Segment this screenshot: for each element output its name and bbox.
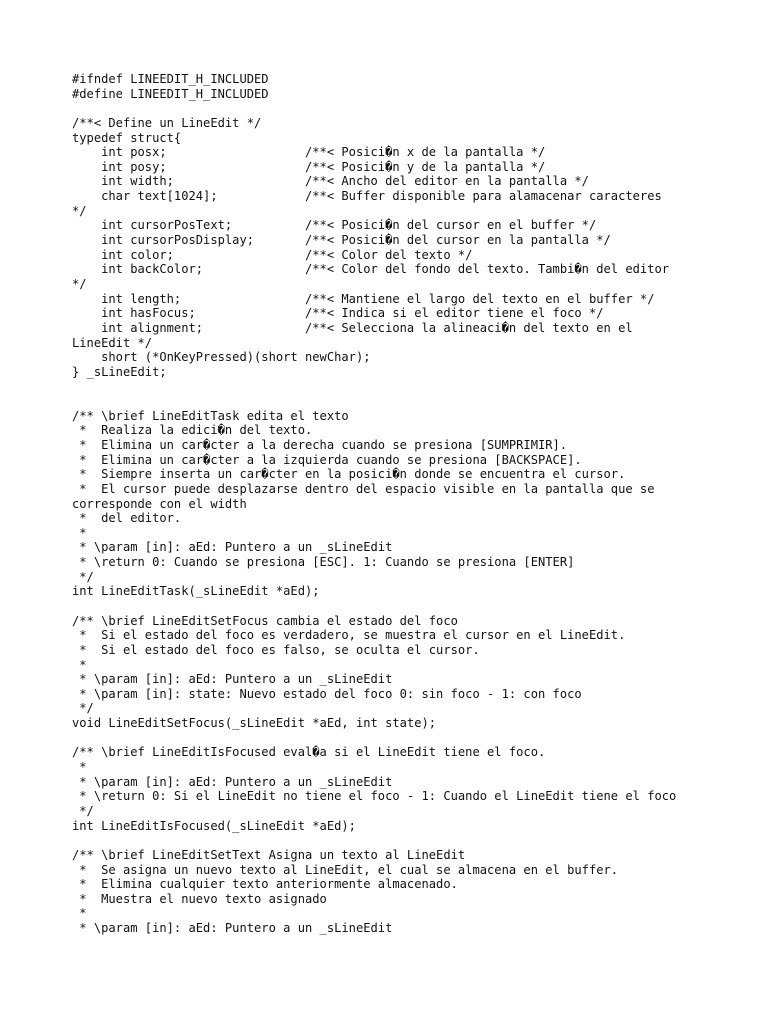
code-line: * \param [in]: state: Nuevo estado del foco 0: sin foco - 1: con foco [72, 686, 582, 701]
code-line: * Elimina un car�cter a la derecha cuando se presiona [SUMPRIMIR]. [72, 437, 568, 452]
code-line [72, 833, 676, 848]
code-line: * Elimina cualquier texto anteriormente almacenado. [72, 877, 458, 892]
code-line: int cursorPosText; /**< Posici�n del cursor en el buffer */ [72, 218, 597, 233]
code-line [72, 379, 676, 394]
code-line [72, 394, 676, 409]
code-line: int posx; /**< Posici�n x de la pantalla */ [72, 145, 546, 160]
code-line: * \return 0: Si el LineEdit no tiene el foco - 1: Cuando el LineEdit tiene el foco [72, 789, 677, 804]
code-line: int color; /**< Color del texto */ [72, 247, 473, 262]
code-line: */ [72, 203, 87, 218]
code-line: int LineEditIsFocused(_sLineEdit *aEd); [72, 818, 356, 833]
code-line: */ [72, 803, 94, 818]
code-line: * del editor. [72, 511, 182, 526]
code-line: /** \brief LineEditSetText Asigna un texto al LineEdit [72, 847, 466, 862]
code-line: * [72, 657, 87, 672]
code-line [72, 101, 676, 116]
code-line: /** \brief LineEditIsFocused eval�a si el LineEdit tiene el foco. [72, 745, 546, 760]
code-line: * [72, 906, 87, 921]
code-line: #define LINEEDIT_H_INCLUDED [72, 86, 269, 101]
code-line: /**< Define un LineEdit */ [72, 115, 262, 130]
code-line: * \param [in]: aEd: Puntero a un _sLineEdit [72, 672, 393, 687]
code-line: short (*OnKeyPressed)(short newChar); [72, 350, 371, 365]
code-line: int length; /**< Mantiene el largo del texto en el buffer */ [72, 291, 655, 306]
code-line: int LineEditTask(_sLineEdit *aEd); [72, 584, 320, 599]
code-line: /** \brief LineEditTask edita el texto [72, 408, 349, 423]
code-line: int cursorPosDisplay; /**< Posici�n del cursor en la pantalla */ [72, 233, 611, 248]
code-line: * \param [in]: aEd: Puntero a un _sLineEdit [72, 774, 393, 789]
code-line: */ [72, 569, 94, 584]
code-line: char text[1024]; /**< Buffer disponible para alamacenar caracteres [72, 189, 662, 204]
code-line: * Realiza la edici�n del texto. [72, 423, 313, 438]
code-line: * Siempre inserta un car�cter en la posici�n donde se encuentra el cursor. [72, 467, 626, 482]
code-line: int width; /**< Ancho del editor en la pantalla */ [72, 174, 589, 189]
code-line: * Si el estado del foco es falso, se oculta el cursor. [72, 642, 480, 657]
code-line: /** \brief LineEditSetFocus cambia el estado del foco [72, 613, 458, 628]
code-line: * Elimina un car�cter a la izquierda cuando se presiona [BACKSPACE]. [72, 452, 582, 467]
code-line: * [72, 760, 87, 775]
code-line [72, 731, 676, 746]
code-line: * Muestra el nuevo texto asignado [72, 891, 327, 906]
code-line: LineEdit */ [72, 335, 153, 350]
code-line: * \param [in]: aEd: Puntero a un _sLineEdit [72, 921, 393, 936]
code-line: } _sLineEdit; [72, 364, 167, 379]
code-line: * Se asigna un nuevo texto al LineEdit, el cual se almacena en el buffer. [72, 862, 619, 877]
code-line: int backColor; /**< Color del fondo del texto. Tambi�n del editor [72, 262, 670, 277]
code-line [72, 599, 676, 614]
code-line: int alignment; /**< Selecciona la alineaci�n del texto en el [72, 320, 633, 335]
code-line: typedef struct{ [72, 130, 182, 145]
code-line: */ [72, 701, 94, 716]
code-line: */ [72, 276, 87, 291]
code-line: void LineEditSetFocus(_sLineEdit *aEd, int state); [72, 716, 437, 731]
code-line: corresponde con el width [72, 496, 247, 511]
code-listing [72, 72, 676, 936]
code-line: * Si el estado del foco es verdadero, se muestra el cursor en el LineEdit. [72, 628, 626, 643]
code-line: * \return 0: Cuando se presiona [ESC]. 1: Cuando se presiona [ENTER] [72, 555, 575, 570]
code-line: * El cursor puede desplazarse dentro del espacio visible en la pantalla que se [72, 481, 655, 496]
code-line: int posy; /**< Posici�n y de la pantalla */ [72, 159, 546, 174]
code-line: int hasFocus; /**< Indica si el editor tiene el foco */ [72, 306, 604, 321]
code-line: * [72, 525, 87, 540]
code-line: * \param [in]: aEd: Puntero a un _sLineEdit [72, 540, 393, 555]
code-line: #ifndef LINEEDIT_H_INCLUDED [72, 72, 269, 86]
